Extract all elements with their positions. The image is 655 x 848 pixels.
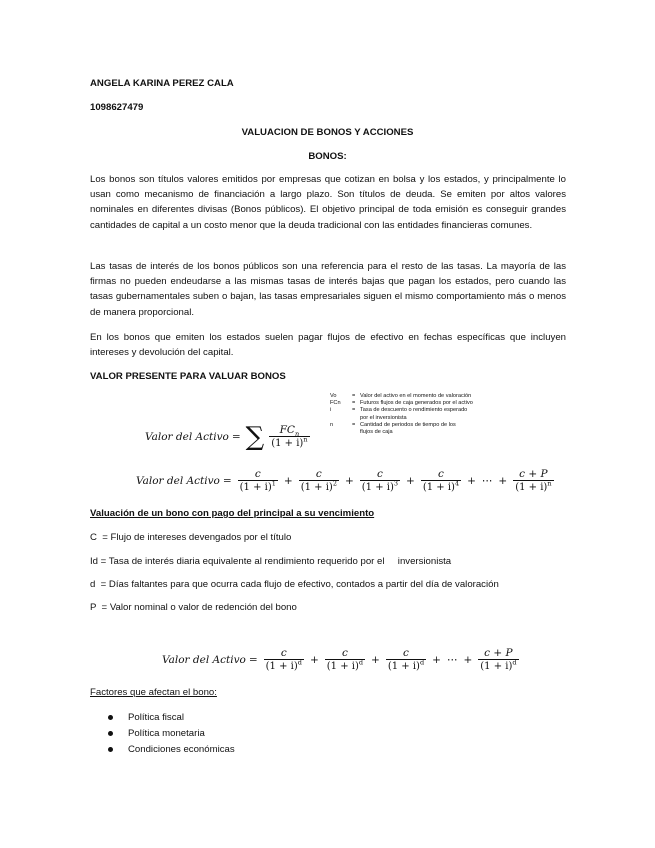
denominator-base: (1 + i) bbox=[265, 661, 298, 672]
fraction bbox=[360, 468, 400, 494]
definition-c: C = Flujo de intereses devengados por el título bbox=[90, 532, 292, 543]
numerator: c bbox=[341, 647, 348, 659]
fraction bbox=[264, 647, 304, 673]
ellipsis: ⋯ bbox=[481, 475, 493, 487]
list-item bbox=[108, 741, 235, 757]
definition-d: d = Días faltantes para que ocurra cada flujo de efectivo, contados a partir del día de valoración bbox=[90, 579, 499, 590]
legend-description: Futuros flujos de caja generados por el activo bbox=[360, 400, 473, 407]
numerator: c bbox=[280, 647, 287, 659]
legend-equals: = bbox=[352, 407, 356, 414]
legend-description: Tasa de descuento o rendimiento esperado por el inversionista bbox=[360, 407, 468, 421]
fraction bbox=[299, 468, 339, 494]
fraction bbox=[325, 647, 365, 673]
exponent: d bbox=[358, 658, 364, 667]
paragraph-state-bonds: En los bonos que emiten los estados suelen pagar flujos de efectivo en fechas específicas que incluyen intereses y devolución del capital. bbox=[90, 332, 566, 359]
summation-symbol: ∑ bbox=[245, 422, 265, 452]
list-item bbox=[108, 709, 235, 725]
numerator: c bbox=[438, 468, 444, 480]
bullet-icon bbox=[108, 731, 113, 736]
exponent: d bbox=[512, 658, 517, 667]
denominator-base: (1 + i) bbox=[422, 482, 455, 493]
legend-description: Cantidad de periodos de tiempo de los flujos de caja bbox=[360, 421, 456, 436]
plus-sign: + bbox=[344, 475, 354, 487]
formula-equals: = bbox=[231, 431, 241, 443]
fraction bbox=[513, 468, 553, 494]
legend-symbol: FCn bbox=[330, 400, 341, 407]
legend-description: Valor del activo en el momento de valoración bbox=[360, 393, 472, 399]
numerator: c bbox=[376, 468, 383, 480]
legend-symbol: i bbox=[330, 407, 332, 414]
fraction bbox=[238, 468, 278, 494]
formula-present-value-sum bbox=[145, 424, 313, 450]
formula-lhs: Valor del Activo bbox=[145, 431, 229, 443]
legend-row bbox=[330, 393, 505, 400]
legend-equals: = bbox=[352, 421, 356, 428]
formula-equals: = bbox=[248, 654, 258, 666]
denominator-base: (1 + i) bbox=[271, 438, 304, 449]
denominator-base: (1 + i) bbox=[515, 482, 548, 493]
ellipsis: ⋯ bbox=[446, 654, 458, 666]
bullet-icon bbox=[108, 715, 113, 720]
list-item-label: Política fiscal bbox=[128, 711, 184, 723]
numerator: c bbox=[254, 468, 261, 480]
list-item-label: Condiciones económicas bbox=[128, 743, 235, 755]
legend-symbol: n bbox=[330, 421, 334, 428]
formula-lhs: Valor del Activo bbox=[136, 475, 220, 487]
denominator-base: (1 + i) bbox=[300, 482, 333, 493]
legend-row bbox=[330, 400, 505, 407]
definition-id: Id = Tasa de interés diaria equivalente al rendimiento requerido por el inversionista bbox=[90, 556, 452, 567]
factors-list bbox=[108, 709, 235, 757]
plus-sign: + bbox=[498, 475, 508, 487]
exponent: n bbox=[303, 435, 308, 444]
plus-sign: + bbox=[406, 475, 415, 487]
denominator-base: (1 + i) bbox=[239, 482, 272, 493]
plus-sign: + bbox=[283, 475, 293, 487]
numerator: c bbox=[315, 468, 322, 480]
exponent: 3 bbox=[393, 479, 399, 488]
legend-equals: = bbox=[352, 400, 356, 407]
fc-subscript: n bbox=[294, 430, 300, 439]
formula-present-value-expanded bbox=[136, 468, 557, 494]
formula-lhs: Valor del Activo bbox=[162, 654, 246, 666]
fraction bbox=[478, 647, 518, 673]
author-name: ANGELA KARINA PEREZ CALA bbox=[90, 78, 234, 89]
denominator-base: (1 + i) bbox=[387, 661, 420, 672]
denominator-base: (1 + i) bbox=[326, 661, 359, 672]
paragraph-bonos-definition: Los bonos son títulos valores emitidos por empresas que cotizan en bolsa y los estados, y principalmente lo usan como mecanismo de financiación a largo plazo. Son títulos de deuda. Se emiten por altos valores nominales en diferentes divisas (Bonos públicos). El objetivo principal de toda emisión es conseguir grandes cantidades de capital a un costo menor que la deuda tradicional con las entidades financieras comunes. bbox=[90, 174, 566, 231]
exponent: 2 bbox=[332, 479, 337, 488]
formula-equals: = bbox=[222, 475, 232, 487]
plus-sign: + bbox=[309, 654, 319, 666]
fraction bbox=[269, 424, 309, 450]
bond-maturity-heading: Valuación de un bono con pago del principal a su vencimiento bbox=[90, 508, 375, 519]
definition-p: P = Valor nominal o valor de redención del bono bbox=[90, 602, 297, 613]
bullet-icon bbox=[108, 747, 113, 752]
plus-sign: + bbox=[463, 654, 473, 666]
legend-symbol: Vo bbox=[330, 393, 337, 399]
exponent: 4 bbox=[454, 479, 460, 488]
numerator: c bbox=[403, 647, 409, 659]
author-id: 1098627479 bbox=[90, 102, 144, 113]
denominator-base: (1 + i) bbox=[480, 661, 513, 672]
section-heading-bonos: BONOS: bbox=[308, 151, 347, 162]
formula-bond-maturity bbox=[162, 647, 522, 673]
exponent: d bbox=[297, 658, 302, 667]
exponent: 1 bbox=[271, 479, 276, 488]
legend-row bbox=[330, 422, 505, 436]
present-value-heading: VALOR PRESENTE PARA VALUAR BONOS bbox=[90, 371, 286, 382]
formula-legend bbox=[330, 393, 505, 436]
denominator-base: (1 + i) bbox=[361, 482, 394, 493]
document-title: VALUACION DE BONOS Y ACCIONES bbox=[241, 127, 414, 138]
exponent: n bbox=[547, 479, 552, 488]
plus-sign: + bbox=[371, 654, 380, 666]
fc-symbol: FC bbox=[279, 424, 295, 436]
factors-heading: Factores que afectan el bono: bbox=[90, 687, 217, 698]
plus-sign: + bbox=[432, 654, 441, 666]
fraction bbox=[421, 468, 461, 494]
list-item bbox=[108, 725, 235, 741]
numerator: c + P bbox=[519, 468, 548, 480]
legend-row bbox=[330, 407, 505, 421]
fraction bbox=[386, 647, 426, 673]
numerator: c + P bbox=[484, 647, 513, 659]
paragraph-interest-rates: Las tasas de interés de los bonos públicos son una referencia para el resto de las tasas. La mayoría de las firmas no pueden endeudarse a las mismas tasas de interés bajas que pagan los estados, pero cuando las tasas gubernamentales suben o bajan, las tasas empresariales siguen el mismo comportamiento más o menos de manera proporcional. bbox=[90, 261, 566, 318]
plus-sign: + bbox=[467, 475, 476, 487]
list-item-label: Política monetaria bbox=[128, 727, 205, 739]
exponent: d bbox=[419, 658, 425, 667]
legend-equals: = bbox=[352, 393, 356, 399]
